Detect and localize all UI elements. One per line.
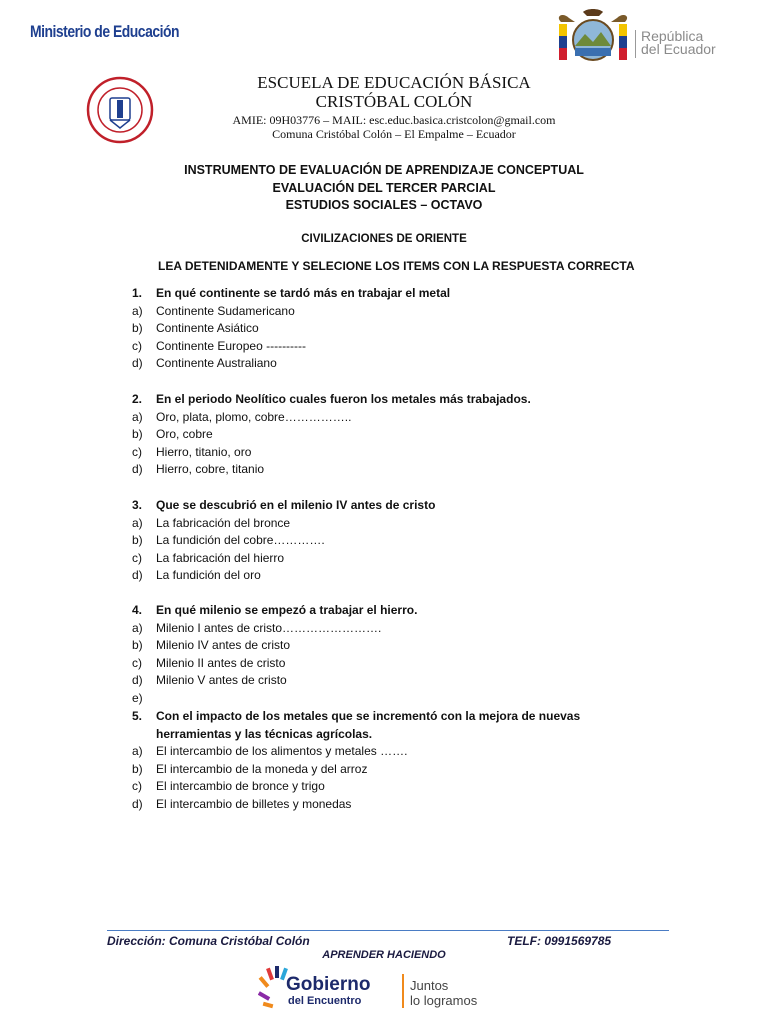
option-key: c) bbox=[132, 338, 142, 353]
answer-option[interactable] bbox=[132, 444, 652, 462]
answer-option[interactable] bbox=[132, 690, 652, 708]
answer-option[interactable] bbox=[132, 303, 652, 321]
school-name: ESCUELA DE EDUCACIÓN BÁSICA bbox=[257, 73, 531, 92]
option-key: d) bbox=[132, 673, 143, 688]
question-number: 4. bbox=[132, 603, 143, 617]
footer-address: Dirección: Comuna Cristóbal Colón bbox=[107, 934, 310, 948]
answer-option[interactable] bbox=[132, 637, 652, 655]
section-title: CIVILIZACIONES DE ORIENTE bbox=[301, 233, 467, 245]
option-text: Oro, plata, plomo, cobre…………….. bbox=[156, 409, 352, 424]
republic-line-2: del Ecuador bbox=[641, 41, 716, 57]
option-text: Hierro, cobre, titanio bbox=[156, 462, 265, 477]
question-5 bbox=[132, 708, 652, 814]
question-number: 3. bbox=[132, 498, 143, 512]
gobierno-del-encuentro-logo-icon bbox=[258, 962, 518, 1012]
footer-motto: APRENDER HACIENDO bbox=[322, 949, 446, 961]
question-number: 5. bbox=[132, 709, 143, 723]
school-address: Comuna Cristóbal Colón – El Empalme – Ecuador bbox=[272, 127, 516, 141]
answer-option[interactable] bbox=[132, 409, 652, 427]
option-text: Milenio II antes de cristo bbox=[156, 655, 286, 670]
question-3 bbox=[132, 497, 652, 585]
option-text: Continente Europeo ---------- bbox=[156, 338, 307, 353]
gov-line-2: del Encuentro bbox=[288, 995, 362, 1007]
option-text: La fundición del oro bbox=[156, 568, 261, 583]
slogan-line-2: lo logramos bbox=[410, 993, 478, 1008]
footer-phone: TELF: 0991569785 bbox=[507, 934, 612, 948]
answer-option[interactable] bbox=[132, 672, 652, 690]
option-text: Milenio IV antes de cristo bbox=[156, 638, 291, 653]
answer-option[interactable] bbox=[132, 426, 652, 444]
question-2 bbox=[132, 391, 652, 479]
option-text: Hierro, titanio, oro bbox=[156, 444, 252, 459]
option-key: d) bbox=[132, 462, 143, 477]
exam-titles bbox=[0, 162, 768, 215]
answer-option[interactable] bbox=[132, 778, 652, 796]
question-1 bbox=[132, 285, 652, 373]
question-text: En qué milenio se empezó a trabajar el hierro. bbox=[156, 603, 418, 617]
answer-option[interactable] bbox=[132, 515, 652, 533]
option-key: a) bbox=[132, 744, 143, 759]
option-key: c) bbox=[132, 779, 142, 794]
option-text: La fabricación del hierro bbox=[156, 550, 285, 565]
option-text: El intercambio de los alimentos y metales ……. bbox=[156, 744, 408, 759]
title-line-2: EVALUACIÓN DEL TERCER PARCIAL bbox=[272, 180, 496, 195]
answer-option[interactable] bbox=[132, 655, 652, 673]
option-key: d) bbox=[132, 568, 143, 583]
option-key: d) bbox=[132, 796, 143, 811]
question-text: Con el impacto de los metales que se incrementó con la mejora de nuevas herramientas y las técnicas agrícolas. bbox=[156, 709, 581, 741]
question-number: 1. bbox=[132, 286, 143, 300]
option-text: La fundición del cobre…………. bbox=[156, 533, 325, 548]
option-text: Milenio I antes de cristo……………………. bbox=[156, 620, 382, 635]
question-4 bbox=[132, 602, 652, 708]
answer-option[interactable] bbox=[132, 761, 652, 779]
option-key: a) bbox=[132, 303, 143, 318]
question-text: Que se descubrió en el milenio IV antes de cristo bbox=[156, 498, 436, 512]
gov-line-1: Gobierno bbox=[286, 974, 371, 995]
option-key: c) bbox=[132, 655, 142, 670]
ministry-logo-text: Ministerio de Educación bbox=[30, 22, 180, 41]
option-key: b) bbox=[132, 638, 143, 653]
answer-option[interactable] bbox=[132, 550, 652, 568]
option-text: El intercambio de la moneda y del arroz bbox=[156, 761, 368, 776]
divider bbox=[635, 30, 636, 58]
option-text: El intercambio de billetes y monedas bbox=[156, 796, 352, 811]
option-key: b) bbox=[132, 321, 143, 336]
republic-logo-text bbox=[641, 30, 761, 56]
option-key: a) bbox=[132, 620, 143, 635]
option-text: Continente Australiano bbox=[156, 356, 277, 371]
instruction-text: LEA DETENIDAMENTE Y SELECIONE LOS ITEMS CON LA RESPUESTA CORRECTA bbox=[158, 259, 635, 273]
title-line-3: ESTUDIOS SOCIALES – OCTAVO bbox=[285, 198, 483, 212]
option-key: b) bbox=[132, 761, 143, 776]
answer-option[interactable] bbox=[132, 461, 652, 479]
ecuador-coat-of-arms-icon bbox=[553, 8, 633, 64]
answer-option[interactable] bbox=[132, 320, 652, 338]
option-key: a) bbox=[132, 409, 143, 424]
option-key: a) bbox=[132, 515, 143, 530]
school-subname: CRISTÓBAL COLÓN bbox=[315, 92, 473, 111]
slogan-line-1: Juntos bbox=[410, 978, 449, 993]
school-contact: AMIE: 09H03776 – MAIL: esc.educ.basica.cristcolon@gmail.com bbox=[232, 113, 556, 127]
question-number: 2. bbox=[132, 392, 143, 406]
answer-option[interactable] bbox=[132, 796, 652, 814]
option-key: b) bbox=[132, 427, 143, 442]
option-text: El intercambio de bronce y trigo bbox=[156, 779, 325, 794]
option-text: La fabricación del bronce bbox=[156, 515, 291, 530]
answer-option[interactable] bbox=[132, 532, 652, 550]
answer-option[interactable] bbox=[132, 338, 652, 356]
option-text: Oro, cobre bbox=[156, 427, 213, 442]
footer-divider bbox=[107, 930, 669, 931]
title-line-1: INSTRUMENTO DE EVALUACIÓN DE APRENDIZAJE CONCEPTUAL bbox=[184, 163, 584, 177]
option-text: Continente Asiático bbox=[156, 321, 259, 336]
answer-option[interactable] bbox=[132, 355, 652, 373]
school-header bbox=[0, 74, 768, 141]
question-text: En qué continente se tardó más en trabajar el metal bbox=[156, 286, 451, 300]
republic-line-1: República bbox=[641, 28, 704, 44]
answer-option[interactable] bbox=[132, 743, 652, 761]
option-key: d) bbox=[132, 356, 143, 371]
option-key: b) bbox=[132, 533, 143, 548]
option-key: c) bbox=[132, 550, 142, 565]
option-key: c) bbox=[132, 444, 142, 459]
answer-option[interactable] bbox=[132, 567, 652, 585]
option-key: e) bbox=[132, 690, 143, 705]
option-text: Milenio V antes de cristo bbox=[156, 673, 287, 688]
option-text: Continente Sudamericano bbox=[156, 303, 295, 318]
answer-option[interactable] bbox=[132, 620, 652, 638]
question-text: En el periodo Neolítico cuales fueron los metales más trabajados. bbox=[156, 392, 531, 406]
